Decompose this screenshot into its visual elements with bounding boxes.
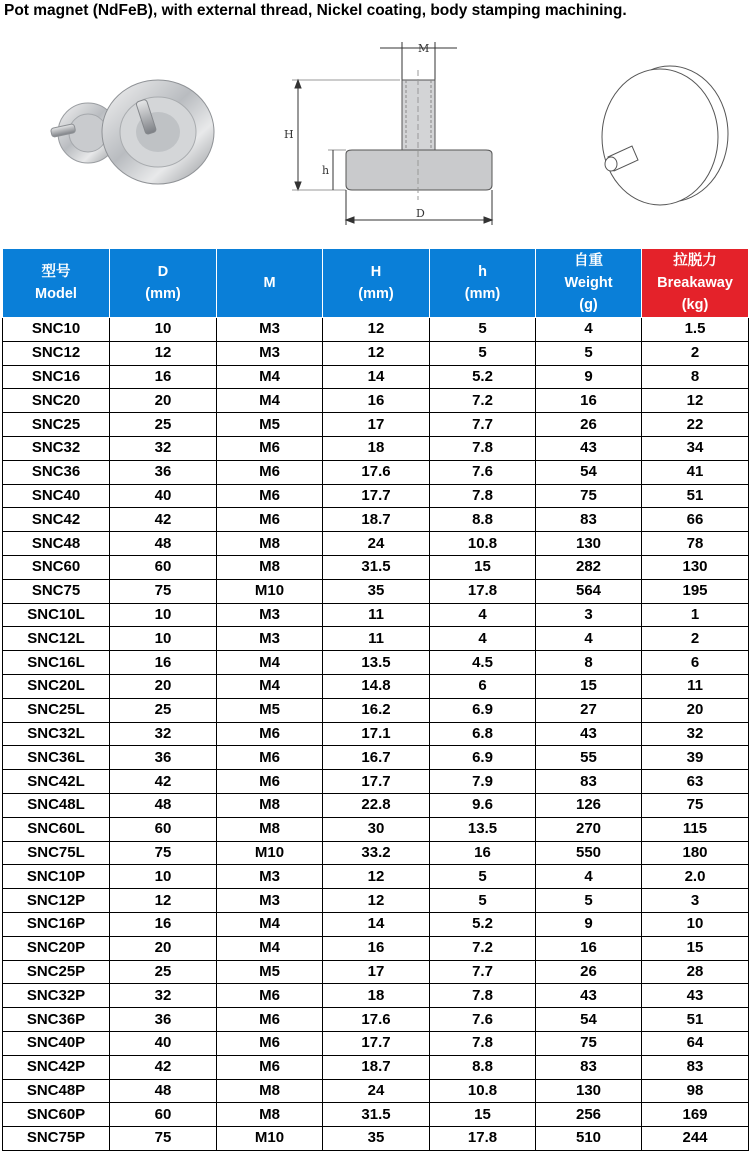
cell-m: M8 [217,793,323,817]
cell-model: SNC60 [3,555,110,579]
cell-h-total: 16 [323,389,430,413]
cell-model: SNC10 [3,318,110,342]
cell-h: 7.2 [430,936,536,960]
cell-h: 4 [430,627,536,651]
page-title: Pot magnet (NdFeB), with external thread, Nickel coating, body stamping machining. [4,2,627,19]
cell-weight: 54 [536,1008,642,1032]
cell-model: SNC75 [3,579,110,603]
header-h-total: H (mm) [323,249,430,318]
cell-model: SNC36P [3,1008,110,1032]
cell-h: 4 [430,603,536,627]
table-row [3,1103,749,1127]
cell-m: M8 [217,1103,323,1127]
cell-weight: 75 [536,484,642,508]
label-d: D [416,207,425,220]
cell-weight: 4 [536,865,642,889]
cell-weight: 43 [536,984,642,1008]
cell-d: 32 [110,436,217,460]
table-row [3,912,749,936]
cell-h-total: 18 [323,436,430,460]
cell-weight: 26 [536,960,642,984]
table-row [3,436,749,460]
cell-breakaway: 28 [642,960,749,984]
cell-breakaway: 8 [642,365,749,389]
table-row [3,674,749,698]
cell-breakaway: 78 [642,532,749,556]
cell-weight: 43 [536,722,642,746]
cell-model: SNC20P [3,936,110,960]
cell-breakaway: 98 [642,1079,749,1103]
cell-weight: 55 [536,746,642,770]
cell-model: SNC42L [3,770,110,794]
cell-model: SNC20L [3,674,110,698]
cell-d: 60 [110,1103,217,1127]
cell-m: M4 [217,365,323,389]
cell-breakaway: 11 [642,674,749,698]
cell-model: SNC36L [3,746,110,770]
cell-weight: 43 [536,436,642,460]
cell-m: M8 [217,1079,323,1103]
cell-model: SNC48L [3,793,110,817]
cell-h-total: 17 [323,413,430,437]
cell-weight: 83 [536,1055,642,1079]
table-row [3,770,749,794]
cell-weight: 256 [536,1103,642,1127]
cell-model: SNC25L [3,698,110,722]
cell-m: M10 [217,1127,323,1151]
cell-d: 36 [110,1008,217,1032]
cell-m: M6 [217,484,323,508]
cell-d: 16 [110,365,217,389]
cell-m: M5 [217,960,323,984]
cell-breakaway: 41 [642,460,749,484]
cell-d: 60 [110,555,217,579]
table-row [3,1079,749,1103]
cell-d: 20 [110,389,217,413]
cell-model: SNC16P [3,912,110,936]
cell-h: 6.9 [430,746,536,770]
cell-breakaway: 1.5 [642,318,749,342]
cell-m: M6 [217,770,323,794]
cell-weight: 282 [536,555,642,579]
cell-h: 10.8 [430,532,536,556]
cell-h: 7.8 [430,984,536,1008]
cell-breakaway: 115 [642,817,749,841]
cell-breakaway: 51 [642,484,749,508]
cell-h-total: 22.8 [323,793,430,817]
cell-h-total: 12 [323,341,430,365]
cell-h: 13.5 [430,817,536,841]
cell-m: M3 [217,318,323,342]
cell-h-total: 12 [323,318,430,342]
cell-weight: 26 [536,413,642,437]
cell-h-total: 17.7 [323,484,430,508]
header-row [3,249,749,318]
header-m: M [217,249,323,318]
cell-weight: 9 [536,912,642,936]
cell-weight: 75 [536,1031,642,1055]
cell-d: 48 [110,793,217,817]
cell-breakaway: 195 [642,579,749,603]
cell-h: 4.5 [430,651,536,675]
cell-h: 5 [430,889,536,913]
cell-model: SNC12 [3,341,110,365]
cell-h: 8.8 [430,1055,536,1079]
cell-h-total: 18 [323,984,430,1008]
table-row [3,960,749,984]
cell-h-total: 16 [323,936,430,960]
cell-d: 42 [110,770,217,794]
cell-model: SNC48 [3,532,110,556]
table-row [3,984,749,1008]
cell-m: M6 [217,508,323,532]
header-model: 型号 Model [3,249,110,318]
cell-d: 10 [110,865,217,889]
cell-model: SNC40P [3,1031,110,1055]
table-row [3,460,749,484]
table-row [3,1031,749,1055]
cell-d: 36 [110,460,217,484]
cell-h: 6.8 [430,722,536,746]
cell-weight: 54 [536,460,642,484]
table-row [3,365,749,389]
cell-d: 25 [110,698,217,722]
cell-h-total: 35 [323,579,430,603]
cell-d: 16 [110,651,217,675]
cell-h: 7.8 [430,484,536,508]
cell-model: SNC36 [3,460,110,484]
cell-breakaway: 169 [642,1103,749,1127]
cell-breakaway: 51 [642,1008,749,1032]
cell-h-total: 30 [323,817,430,841]
magnet-3d-render [590,62,730,212]
cell-h: 9.6 [430,793,536,817]
cell-h-total: 16.7 [323,746,430,770]
cell-d: 75 [110,1127,217,1151]
cell-weight: 510 [536,1127,642,1151]
cell-model: SNC12P [3,889,110,913]
cell-d: 75 [110,841,217,865]
cell-h: 7.7 [430,413,536,437]
cell-breakaway: 34 [642,436,749,460]
dimension-drawing [270,40,515,235]
cell-m: M6 [217,746,323,770]
cell-weight: 83 [536,770,642,794]
cell-h: 7.8 [430,1031,536,1055]
cell-h-total: 11 [323,627,430,651]
cell-h-total: 33.2 [323,841,430,865]
cell-d: 25 [110,960,217,984]
cell-weight: 564 [536,579,642,603]
cell-breakaway: 180 [642,841,749,865]
cell-model: SNC32 [3,436,110,460]
table-row [3,532,749,556]
cell-d: 25 [110,413,217,437]
cell-breakaway: 244 [642,1127,749,1151]
table-row [3,389,749,413]
cell-model: SNC12L [3,627,110,651]
cell-h: 8.8 [430,508,536,532]
cell-h: 7.8 [430,436,536,460]
cell-m: M4 [217,912,323,936]
cell-weight: 83 [536,508,642,532]
cell-h-total: 14.8 [323,674,430,698]
cell-h-total: 18.7 [323,1055,430,1079]
cell-d: 32 [110,722,217,746]
cell-breakaway: 1 [642,603,749,627]
cell-model: SNC10L [3,603,110,627]
cell-h-total: 24 [323,1079,430,1103]
cell-m: M8 [217,532,323,556]
cell-h-total: 13.5 [323,651,430,675]
cell-m: M6 [217,460,323,484]
table-row [3,793,749,817]
cell-d: 40 [110,1031,217,1055]
table-row [3,341,749,365]
cell-h-total: 31.5 [323,1103,430,1127]
spec-table [2,248,749,1151]
cell-weight: 3 [536,603,642,627]
cell-d: 40 [110,484,217,508]
cell-model: SNC25P [3,960,110,984]
cell-h-total: 17.6 [323,1008,430,1032]
cell-h-total: 17.6 [323,460,430,484]
cell-weight: 4 [536,627,642,651]
cell-h-total: 17.7 [323,770,430,794]
cell-d: 10 [110,603,217,627]
table-row [3,865,749,889]
cell-weight: 4 [536,318,642,342]
cell-h-total: 18.7 [323,508,430,532]
cell-h: 7.9 [430,770,536,794]
cell-h: 7.6 [430,1008,536,1032]
cell-breakaway: 15 [642,936,749,960]
cell-breakaway: 75 [642,793,749,817]
cell-h-total: 17.7 [323,1031,430,1055]
cell-m: M6 [217,436,323,460]
cell-model: SNC40 [3,484,110,508]
cell-h-total: 11 [323,603,430,627]
cell-breakaway: 43 [642,984,749,1008]
cell-breakaway: 20 [642,698,749,722]
table-row [3,413,749,437]
cell-m: M10 [217,579,323,603]
cell-h-total: 16.2 [323,698,430,722]
table-row [3,722,749,746]
product-photo [46,78,224,186]
table-row [3,627,749,651]
cell-breakaway: 2.0 [642,865,749,889]
cell-m: M3 [217,627,323,651]
cell-model: SNC10P [3,865,110,889]
cell-m: M5 [217,698,323,722]
header-h: h (mm) [430,249,536,318]
cell-h-total: 17 [323,960,430,984]
table-row [3,508,749,532]
cell-h: 15 [430,555,536,579]
cell-m: M10 [217,841,323,865]
cell-d: 42 [110,508,217,532]
table-row [3,555,749,579]
table-row [3,603,749,627]
cell-m: M3 [217,603,323,627]
cell-h: 7.7 [430,960,536,984]
cell-h: 17.8 [430,579,536,603]
table-row [3,698,749,722]
cell-model: SNC75L [3,841,110,865]
cell-m: M6 [217,722,323,746]
cell-weight: 8 [536,651,642,675]
cell-model: SNC16 [3,365,110,389]
cell-d: 20 [110,674,217,698]
label-h: h [322,164,330,177]
cell-model: SNC20 [3,389,110,413]
cell-m: M3 [217,889,323,913]
cell-model: SNC42P [3,1055,110,1079]
cell-breakaway: 66 [642,508,749,532]
cell-breakaway: 3 [642,889,749,913]
cell-model: SNC16L [3,651,110,675]
cell-weight: 5 [536,341,642,365]
cell-weight: 550 [536,841,642,865]
cell-h: 17.8 [430,1127,536,1151]
cell-m: M6 [217,984,323,1008]
label-m: M [418,42,430,55]
cell-h: 6 [430,674,536,698]
cell-m: M4 [217,389,323,413]
cell-weight: 126 [536,793,642,817]
cell-breakaway: 12 [642,389,749,413]
table-row [3,1055,749,1079]
cell-d: 48 [110,532,217,556]
cell-d: 12 [110,341,217,365]
cell-m: M8 [217,555,323,579]
table-row [3,1008,749,1032]
cell-h: 5 [430,341,536,365]
cell-m: M6 [217,1055,323,1079]
cell-m: M4 [217,651,323,675]
cell-breakaway: 64 [642,1031,749,1055]
header-breakaway: 拉脱力 Breakaway (kg) [642,249,749,318]
table-row [3,841,749,865]
cell-d: 48 [110,1079,217,1103]
cell-model: SNC48P [3,1079,110,1103]
cell-h: 7.2 [430,389,536,413]
table-row [3,484,749,508]
cell-h-total: 14 [323,365,430,389]
cell-breakaway: 32 [642,722,749,746]
cell-h: 7.6 [430,460,536,484]
cell-weight: 130 [536,1079,642,1103]
cell-breakaway: 63 [642,770,749,794]
cell-h: 5 [430,865,536,889]
cell-breakaway: 2 [642,627,749,651]
cell-weight: 9 [536,365,642,389]
cell-m: M4 [217,936,323,960]
cell-model: SNC75P [3,1127,110,1151]
table-row [3,579,749,603]
cell-weight: 15 [536,674,642,698]
table-row [3,651,749,675]
cell-weight: 16 [536,936,642,960]
cell-d: 16 [110,912,217,936]
cell-weight: 130 [536,532,642,556]
cell-weight: 27 [536,698,642,722]
cell-weight: 270 [536,817,642,841]
cell-d: 36 [110,746,217,770]
cell-weight: 16 [536,389,642,413]
header-d: D (mm) [110,249,217,318]
cell-d: 42 [110,1055,217,1079]
cell-breakaway: 39 [642,746,749,770]
cell-breakaway: 6 [642,651,749,675]
cell-h-total: 14 [323,912,430,936]
cell-breakaway: 130 [642,555,749,579]
cell-d: 60 [110,817,217,841]
cell-m: M4 [217,674,323,698]
cell-h-total: 31.5 [323,555,430,579]
cell-weight: 5 [536,889,642,913]
table-row [3,936,749,960]
cell-h: 5.2 [430,912,536,936]
cell-model: SNC60P [3,1103,110,1127]
cell-model: SNC25 [3,413,110,437]
table-row [3,746,749,770]
table-row [3,889,749,913]
cell-h: 5.2 [430,365,536,389]
cell-h-total: 12 [323,865,430,889]
cell-d: 10 [110,318,217,342]
cell-model: SNC60L [3,817,110,841]
header-weight: 自重 Weight (g) [536,249,642,318]
cell-d: 75 [110,579,217,603]
cell-model: SNC42 [3,508,110,532]
cell-m: M5 [217,413,323,437]
cell-d: 20 [110,936,217,960]
cell-breakaway: 83 [642,1055,749,1079]
table-row [3,318,749,342]
cell-m: M6 [217,1031,323,1055]
cell-h: 10.8 [430,1079,536,1103]
cell-h: 6.9 [430,698,536,722]
cell-h: 5 [430,318,536,342]
cell-breakaway: 2 [642,341,749,365]
cell-breakaway: 10 [642,912,749,936]
cell-d: 10 [110,627,217,651]
cell-h-total: 24 [323,532,430,556]
cell-m: M6 [217,1008,323,1032]
cell-h: 15 [430,1103,536,1127]
cell-m: M3 [217,341,323,365]
table-row [3,1127,749,1151]
cell-h-total: 17.1 [323,722,430,746]
cell-d: 12 [110,889,217,913]
cell-model: SNC32L [3,722,110,746]
cell-breakaway: 22 [642,413,749,437]
cell-h-total: 35 [323,1127,430,1151]
cell-h: 16 [430,841,536,865]
cell-d: 32 [110,984,217,1008]
cell-h-total: 12 [323,889,430,913]
table-row [3,817,749,841]
label-h-total: H [284,128,294,141]
cell-m: M3 [217,865,323,889]
cell-model: SNC32P [3,984,110,1008]
cell-m: M8 [217,817,323,841]
